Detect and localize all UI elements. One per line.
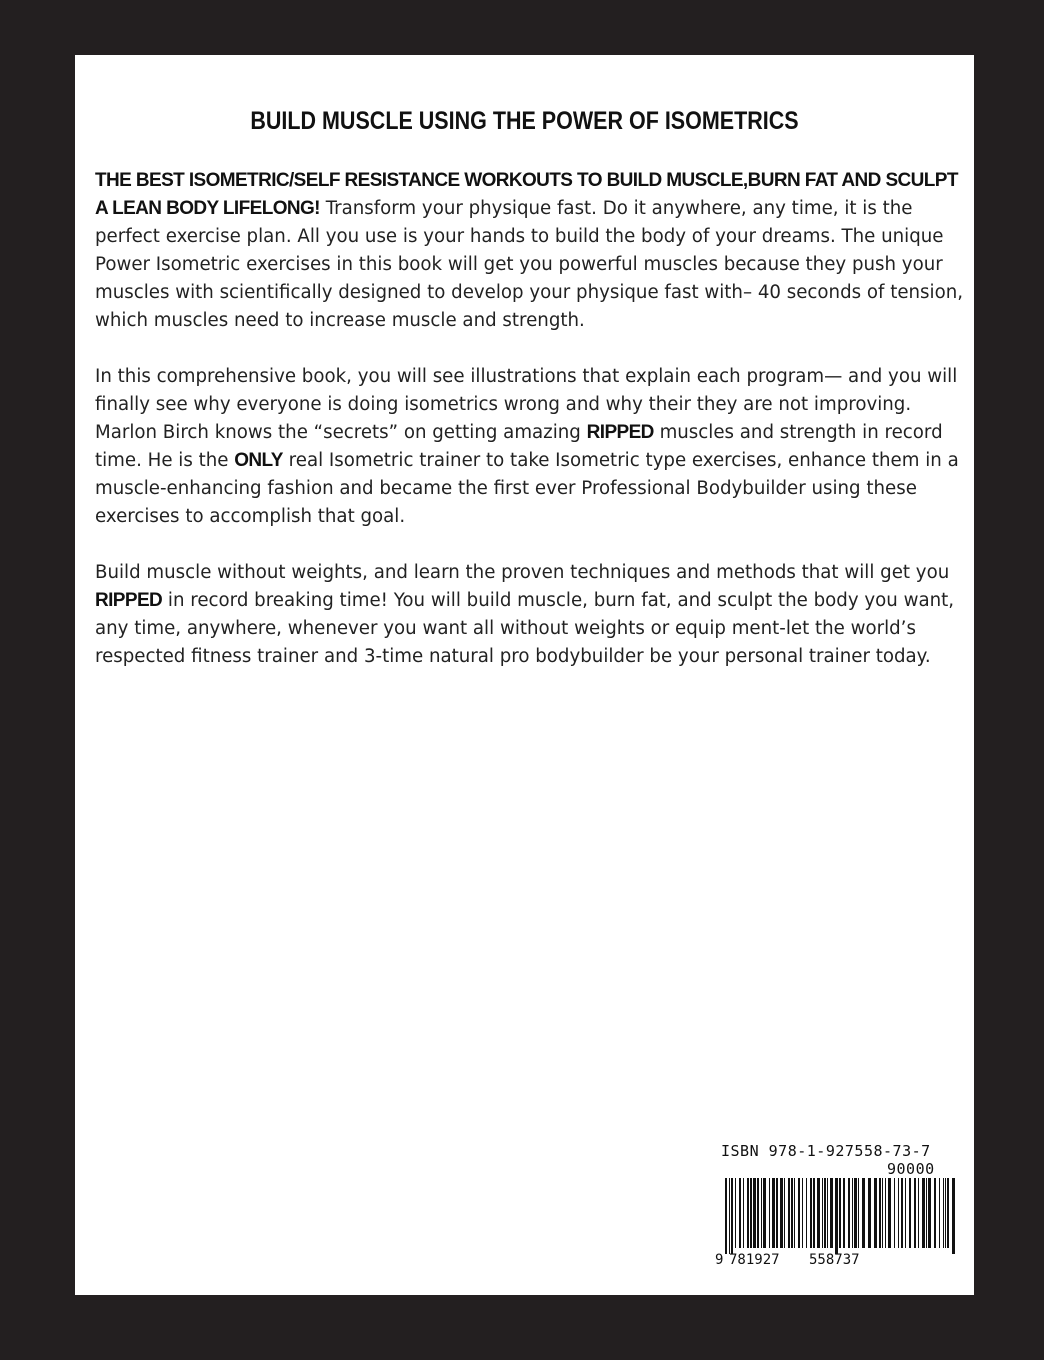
barcode-bar <box>905 1178 906 1248</box>
emphasis-ripped: RIPPED <box>586 422 654 443</box>
paragraph-1 <box>95 167 965 335</box>
barcode-bar <box>824 1178 826 1248</box>
barcode-bar <box>874 1178 877 1248</box>
barcode-bar <box>784 1178 785 1248</box>
barcode-bar <box>901 1178 903 1248</box>
barcode-bar <box>854 1178 857 1248</box>
barcode-bar <box>798 1178 800 1248</box>
barcode-bar <box>848 1178 850 1248</box>
barcode-bar <box>888 1178 891 1248</box>
back-cover-page <box>75 55 974 1295</box>
barcode-bar <box>827 1178 828 1248</box>
paragraph-3-text-b: in record breaking time! You will build muscle, burn fat, and sculpt the body you want, any time, anywhere, whenever you want all without weights or equip ment-let the world’s respected fitness trainer and 3-time natural pro bodybuilder be your personal trainer today. <box>95 590 955 667</box>
barcode-bar <box>835 1178 838 1254</box>
barcode-bar <box>952 1178 955 1254</box>
barcode-bar <box>898 1178 899 1248</box>
isbn-number: ISBN 978-1-927558-73-7 <box>721 1142 931 1160</box>
barcode-left-digits: 781927 <box>729 1252 780 1268</box>
barcode-bar <box>843 1178 845 1248</box>
barcode-bar <box>769 1178 770 1248</box>
paragraph-1-text: Transform your physique fast. Do it anywhere, any time, it is the perfect exercise plan. All you use is your hands to build the body of your dreams. The unique Power Isometric exercises in this book will get you powerful muscles because they push your muscles with scientifically designed to develop your physique fast with– 40 seconds of tension, which muscles need to increase muscle and strength. <box>95 198 964 331</box>
barcode-bar <box>731 1178 733 1254</box>
cover-title: BUILD MUSCLE USING THE POWER OF ISOMETRICS <box>250 107 799 135</box>
barcode-bar <box>788 1178 790 1248</box>
barcode-bar <box>743 1178 744 1248</box>
barcode-bar <box>928 1178 931 1248</box>
barcode-bars <box>713 1178 963 1256</box>
barcode-bar <box>943 1178 944 1248</box>
barcode-bar <box>802 1178 803 1248</box>
headline: THE BEST ISOMETRIC/SELF RESISTANCE WORKOUTS TO BUILD MUSCLE,BURN FAT AND SCULPT A LEAN BODY LIFELONG! <box>95 170 958 219</box>
barcode-bar <box>776 1178 778 1248</box>
barcode-bar <box>813 1178 815 1248</box>
paragraph-2-text-b: muscles and strength in record time. He is the <box>95 422 943 471</box>
isbn-barcode <box>713 1140 963 1275</box>
barcode-bar <box>729 1178 730 1254</box>
barcode-bar <box>747 1178 749 1248</box>
barcode-bar <box>810 1178 812 1248</box>
barcode-bar <box>858 1178 859 1248</box>
barcode-bar <box>909 1178 911 1248</box>
barcode-bar <box>794 1178 795 1248</box>
paragraph-2 <box>95 363 965 531</box>
barcode-bar <box>822 1178 823 1248</box>
barcode-bar <box>894 1178 895 1248</box>
barcode-bar <box>879 1178 881 1248</box>
barcode-bar <box>817 1178 820 1248</box>
barcode-lead-digit: 9 <box>715 1252 724 1268</box>
paragraph-3-text-a: Build muscle without weights, and learn the proven techniques and methods that will get you <box>95 562 950 583</box>
barcode-bar <box>753 1178 756 1248</box>
barcode-right-digits: 558737 <box>809 1252 860 1268</box>
barcode-bar <box>763 1178 766 1248</box>
barcode-bar <box>914 1178 916 1248</box>
price-code: 90000 <box>887 1160 935 1178</box>
barcode-bar <box>791 1178 793 1248</box>
barcode-bar <box>922 1178 925 1248</box>
barcode-bar <box>918 1178 919 1248</box>
barcode-bar <box>868 1178 871 1248</box>
emphasis-only: ONLY <box>234 450 283 471</box>
emphasis-ripped-2: RIPPED <box>95 590 163 611</box>
barcode-bar <box>852 1178 853 1248</box>
barcode-bar <box>882 1178 883 1248</box>
paragraph-2-text-c: real Isometric trainer to take Isometric type exercises, enhance them in a muscle-enhancing fashion and became the first ever Professional Bodybuilder using these exercises to accomplish that goal. <box>95 450 959 527</box>
barcode-bar <box>939 1178 940 1248</box>
barcode-bar <box>830 1178 833 1248</box>
barcode-bar <box>839 1178 841 1248</box>
barcode-bar <box>945 1178 946 1248</box>
barcode-bar <box>757 1178 759 1248</box>
barcode-bar <box>926 1178 927 1248</box>
barcode-bar <box>761 1178 762 1248</box>
barcode-bar <box>947 1178 949 1248</box>
paragraph-2-text-a: In this comprehensive book, you will see illustrations that explain each program— and you will finally see why everyone is doing isometrics wrong and why their they are not improving. Marlon Birch knows the “secrets” on getting amazing <box>95 366 958 443</box>
barcode-bar <box>739 1178 741 1248</box>
barcode-bar <box>725 1178 727 1254</box>
barcode-bar <box>885 1178 886 1248</box>
barcode-bar <box>862 1178 865 1248</box>
barcode-bar <box>934 1178 936 1248</box>
barcode-bar <box>750 1178 752 1248</box>
paragraph-3 <box>95 559 965 671</box>
barcode-bar <box>735 1178 736 1248</box>
barcode-bar <box>780 1178 783 1248</box>
description-text <box>95 167 965 699</box>
barcode-bar <box>772 1178 775 1248</box>
barcode-bar <box>806 1178 807 1248</box>
